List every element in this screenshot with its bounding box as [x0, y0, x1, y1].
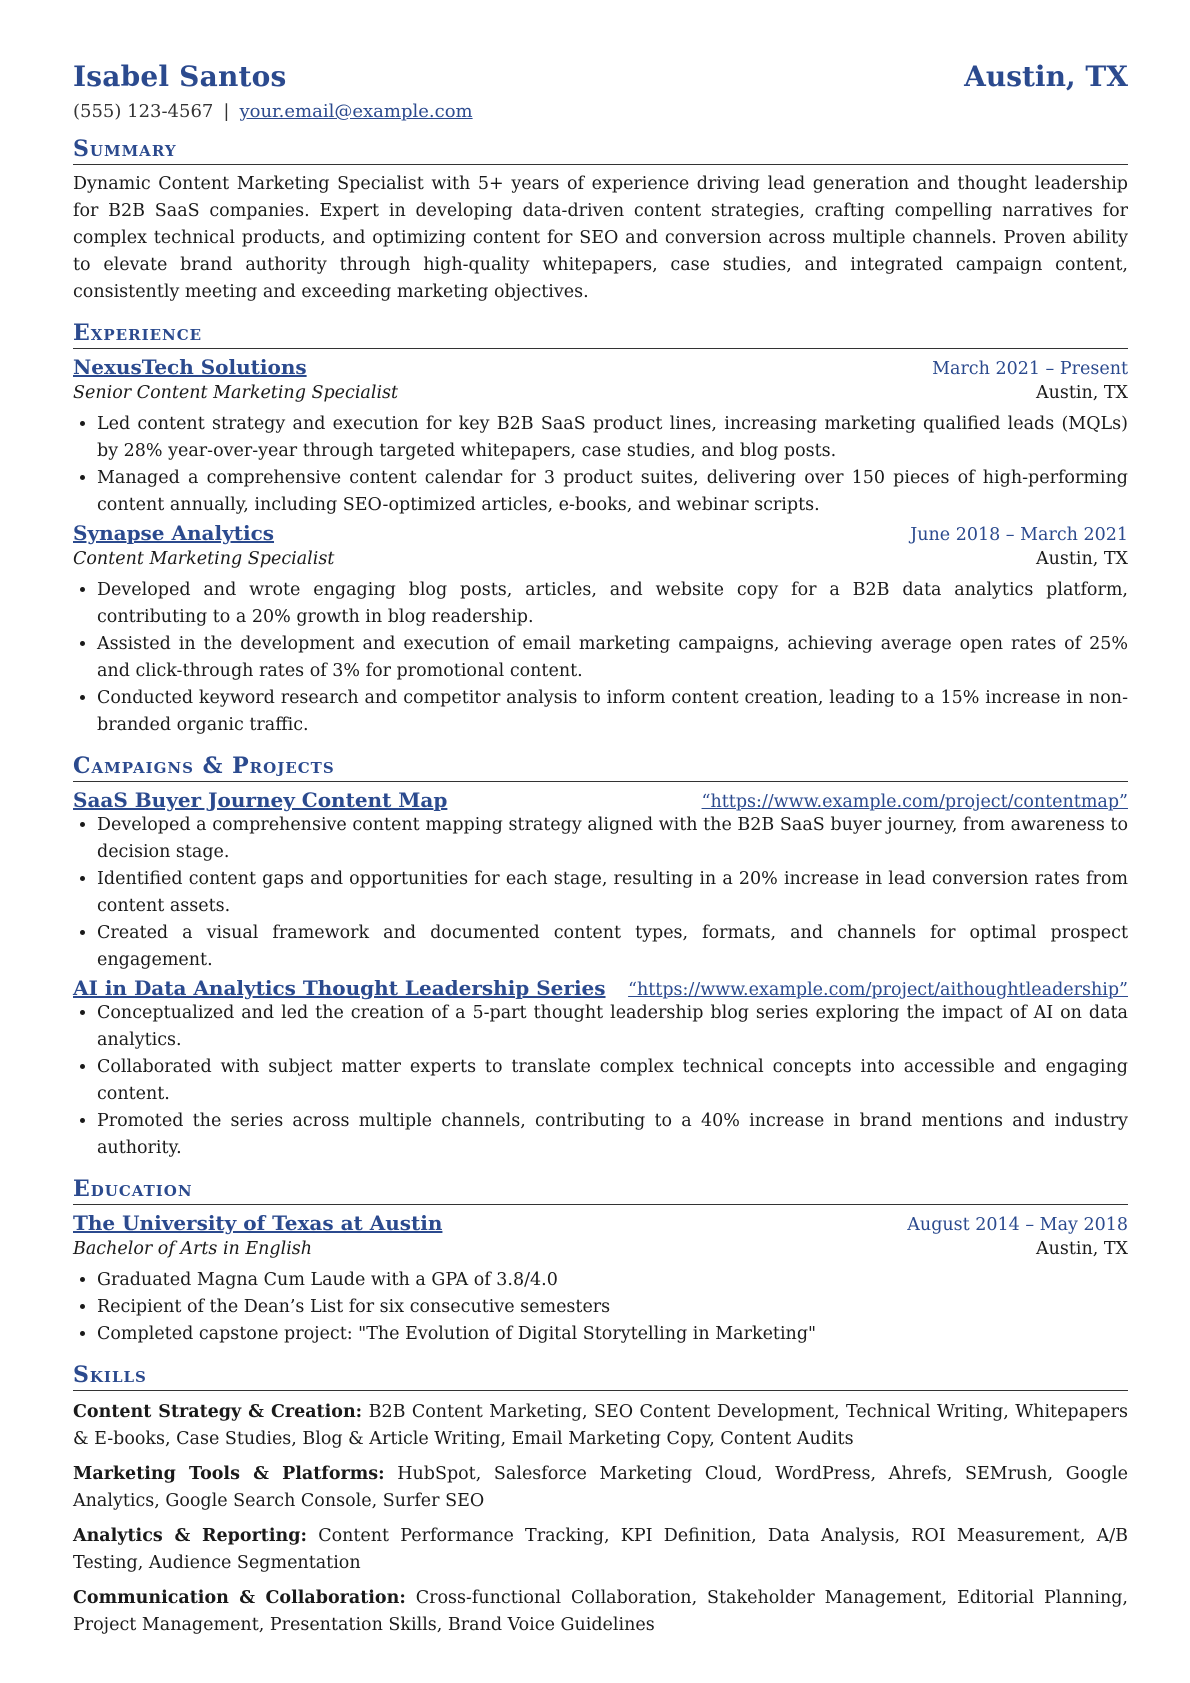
job-entry — [73, 355, 1128, 519]
job-company-link[interactable]: NexusTech Solutions — [73, 355, 307, 379]
job-entry — [73, 521, 1128, 739]
project-name-link[interactable]: SaaS Buyer Journey Content Map — [73, 788, 448, 812]
experience-heading: Experience — [73, 320, 1128, 349]
project-url-link[interactable]: “https://www.example.com/project/contentmap” — [701, 792, 1128, 812]
degree: Bachelor of Arts in English — [73, 1239, 313, 1259]
skill-group — [73, 1523, 1128, 1577]
projects-heading: Campaigns & Projects — [73, 753, 1128, 782]
skill-group-label: Analytics & Reporting: — [73, 1526, 307, 1546]
resume-page — [73, 60, 1128, 1639]
education-heading: Education — [73, 1176, 1128, 1205]
job-bullet: • Managed a comprehensive content calendar for 3 product suites, delivering over 150 pieces of high-performing content annually, including SEO-optimized articles, e-books, and webinar scripts. — [97, 465, 1128, 519]
job-bullet: • Led content strategy and execution for key B2B SaaS product lines, increasing marketing qualified leads (MQLs) by 28% year-over-year through targeted whitepapers, case studies, and blog posts. — [97, 411, 1128, 465]
job-location: Austin, TX — [1035, 549, 1128, 569]
project-bullet: • Created a visual framework and documented content types, formats, and channels for optimal prospect engagement. — [97, 920, 1128, 974]
summary-heading: Summary — [73, 136, 1128, 165]
education-bullet: • Completed capstone project: "The Evolution of Digital Storytelling in Marketing" — [97, 1321, 1128, 1348]
contact-line — [73, 101, 1128, 122]
skill-group — [73, 1399, 1128, 1453]
job-bullet: • Assisted in the development and execution of email marketing campaigns, achieving average open rates of 25% and click-through rates of 3% for promotional content. — [97, 631, 1128, 685]
contact-separator: | — [223, 101, 230, 122]
job-bullet: • Conducted keyword research and competitor analysis to inform content creation, leading to a 15% increase in non-branded organic traffic. — [97, 685, 1128, 739]
project-bullets — [73, 1000, 1128, 1162]
project-bullets — [73, 812, 1128, 974]
education-entry — [73, 1211, 1128, 1348]
job-dates: June 2018 – March 2021 — [910, 525, 1128, 545]
phone-number: (555) 123-4567 — [73, 101, 214, 122]
skill-group-label: Content Strategy & Creation: — [73, 1402, 363, 1422]
project-bullet: • Conceptualized and led the creation of a 5-part thought leadership blog series exploring the impact of AI on data analytics. — [97, 1000, 1128, 1054]
job-dates: March 2021 – Present — [932, 359, 1128, 379]
skill-group-text: Cross-functional Collaboration, Stakeholder Management, Editorial Planning, Project Management, Presentation Skills, Brand Voice Guidelines — [73, 1588, 1128, 1635]
resume-header — [73, 60, 1128, 93]
skill-group-text: HubSpot, Salesforce Marketing Cloud, WordPress, Ahrefs, SEMrush, Google Analytics, Google Search Console, Surfer SEO — [73, 1464, 1128, 1511]
project-url-link[interactable]: “https://www.example.com/project/aithoughtleadership” — [628, 980, 1128, 1000]
school-name-link[interactable]: The University of Texas at Austin — [73, 1211, 443, 1235]
education-location: Austin, TX — [1035, 1239, 1128, 1259]
email-link[interactable]: your.email@example.com — [239, 101, 473, 122]
education-bullet: • Recipient of the Dean’s List for six consecutive semesters — [97, 1294, 1128, 1321]
project-entry — [73, 788, 1128, 974]
skill-group-text: Content Performance Tracking, KPI Definition, Data Analysis, ROI Measurement, A/B Testing, Audience Segmentation — [73, 1526, 1128, 1573]
job-title: Content Marketing Specialist — [73, 549, 335, 569]
skills-heading: Skills — [73, 1362, 1128, 1391]
candidate-location: Austin, TX — [964, 60, 1128, 93]
project-name-link[interactable]: AI in Data Analytics Thought Leadership Series — [73, 976, 606, 1000]
skill-group — [73, 1461, 1128, 1515]
education-bullet: • Graduated Magna Cum Laude with a GPA of 3.8/4.0 — [97, 1267, 1128, 1294]
job-bullet: • Developed and wrote engaging blog posts, articles, and website copy for a B2B data analytics platform, contributing to a 20% growth in blog readership. — [97, 577, 1128, 631]
job-bullets — [73, 577, 1128, 739]
project-bullet: • Collaborated with subject matter experts to translate complex technical concepts into accessible and engaging content. — [97, 1054, 1128, 1108]
summary-text: Dynamic Content Marketing Specialist with 5+ years of experience driving lead generation and thought leadership for B2B SaaS companies. Expert in developing data-driven content strategies, crafting compelling narratives for complex technical products, and optimizing content for SEO and conversion across multiple channels. Proven ability to elevate brand authority through high-quality whitepapers, case studies, and integrated campaign content, consistently meeting and exceeding marketing objectives. — [73, 174, 1128, 302]
skill-group — [73, 1585, 1128, 1639]
job-company-link[interactable]: Synapse Analytics — [73, 521, 275, 545]
project-entry — [73, 976, 1128, 1162]
education-bullets — [73, 1267, 1128, 1348]
candidate-name: Isabel Santos — [73, 60, 287, 93]
project-bullet: • Promoted the series across multiple channels, contributing to a 40% increase in brand mentions and industry authority. — [97, 1108, 1128, 1162]
project-bullet: • Identified content gaps and opportunities for each stage, resulting in a 20% increase in lead conversion rates from content assets. — [97, 866, 1128, 920]
skill-group-text: B2B Content Marketing, SEO Content Development, Technical Writing, Whitepapers & E-books, Case Studies, Blog & Article Writing, Email Marketing Copy, Content Audits — [73, 1402, 1128, 1449]
skill-group-label: Communication & Collaboration: — [73, 1588, 406, 1608]
project-bullet: • Developed a comprehensive content mapping strategy aligned with the B2B SaaS buyer journey, from awareness to decision stage. — [97, 812, 1128, 866]
education-dates: August 2014 – May 2018 — [907, 1215, 1128, 1235]
job-bullets — [73, 411, 1128, 519]
skill-group-label: Marketing Tools & Platforms: — [73, 1464, 385, 1484]
job-location: Austin, TX — [1035, 383, 1128, 403]
job-title: Senior Content Marketing Specialist — [73, 383, 399, 403]
